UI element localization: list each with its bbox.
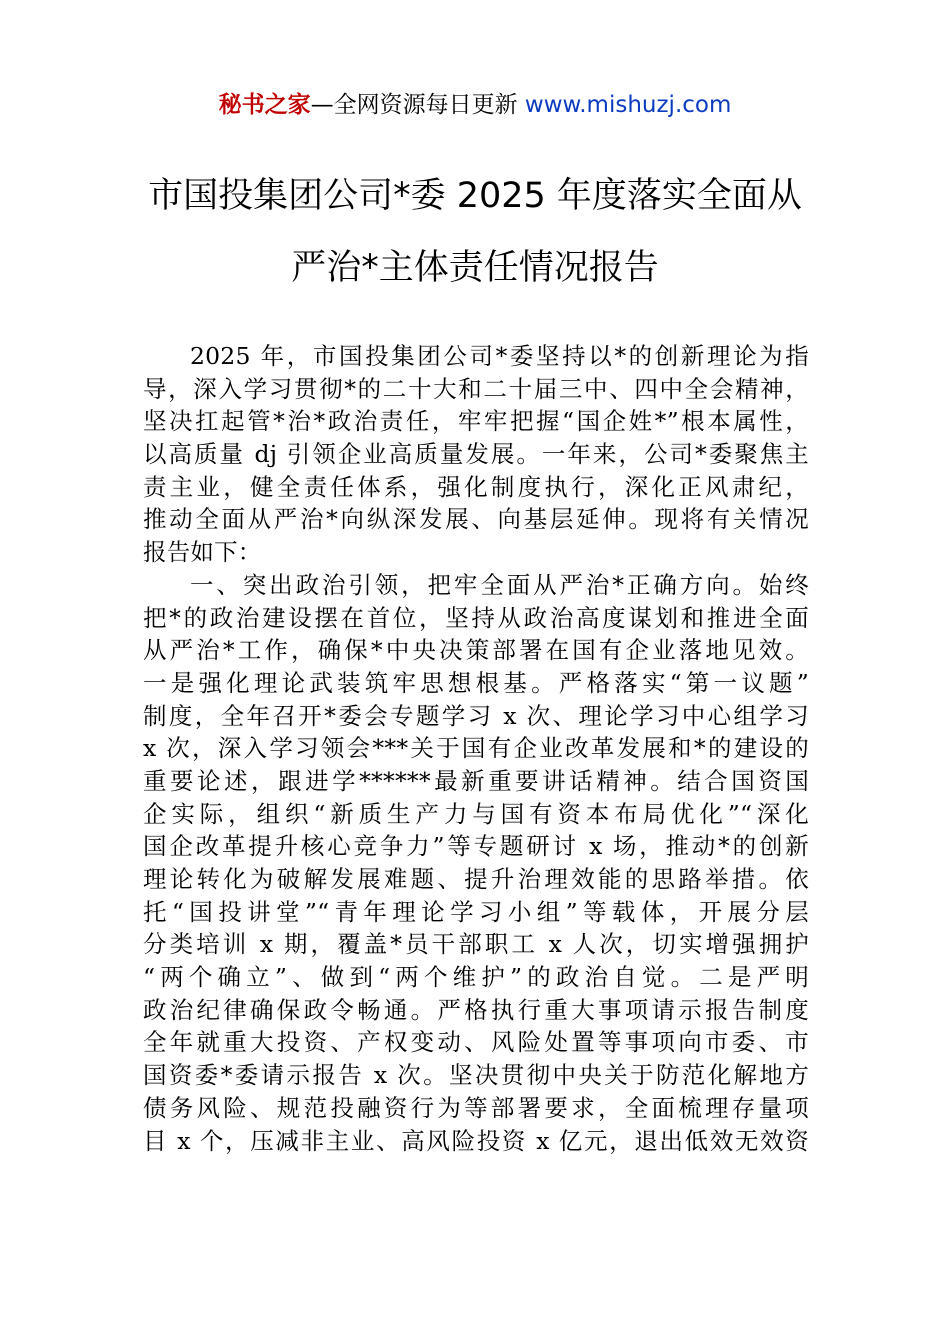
body-line: 全年就重大投资、产权变动、风险处置等事项向市委、市	[143, 1028, 809, 1057]
body-line: 债务风险、规范投融资行为等部署要求，全面梳理存量项	[143, 1093, 809, 1122]
body-line: 一是强化理论武装筑牢思想根基。严格落实“第一议题”	[143, 668, 809, 697]
body-line: 理论转化为破解发展难题、提升治理效能的思路举措。依	[143, 865, 809, 893]
body-line: 责主业，健全责任体系，强化制度执行，深化正风肃纪，	[143, 472, 809, 501]
site-header	[0, 88, 950, 122]
body-line: 政治纪律确保政令畅通。严格执行重大事项请示报告制度	[143, 995, 809, 1024]
document-title	[100, 160, 850, 304]
body-line: 制度，全年召开*委会专题学习 x 次、理论学习中心组学习	[143, 701, 809, 730]
document-body	[143, 340, 809, 1157]
body-line: 导，深入学习贯彻*的二十大和二十届三中、四中全会精神，	[143, 374, 809, 403]
body-line: “两个确立”、做到“两个维护”的政治自觉。二是严明	[143, 963, 809, 992]
body-line: 把*的政治建设摆在首位，坚持从政治高度谋划和推进全面	[143, 603, 809, 632]
body-line: 托“国投讲堂”“青年理论学习小组”等载体，开展分层	[143, 897, 809, 926]
body-line: 企实际，组织“新质生产力与国有资本布局优化”“深化	[143, 799, 809, 828]
site-tagline: —全网资源每日更新	[310, 92, 525, 118]
body-line: 坚决扛起管*治*政治责任，牢牢把握“国企姓*”根本属性，	[143, 407, 809, 436]
body-line: 2025 年，市国投集团公司*委坚持以*的创新理论为指	[190, 342, 809, 370]
body-line: 分类培训 x 期，覆盖*员干部职工 x 人次，切实增强拥护	[143, 930, 809, 959]
body-line: 重要论述，跟进学******最新重要讲话精神。结合国资国	[143, 766, 809, 795]
site-url-link[interactable]: www.mishuzj.com	[524, 92, 732, 118]
site-brand: 秘书之家	[218, 92, 311, 118]
title-line-1: 市国投集团公司*委 2025 年度落实全面从	[148, 176, 802, 216]
body-line: 推动全面从严治*向纵深发展、向基层延伸。现将有关情况	[143, 505, 809, 534]
body-line: 以高质量 dj 引领企业高质量发展。一年来，公司*委聚焦主	[143, 440, 809, 469]
body-line: 报告如下：	[143, 538, 262, 567]
body-line: 国资委*委请示报告 x 次。坚决贯彻中央关于防范化解地方	[143, 1061, 809, 1090]
body-line: x 次，深入学习领会***关于国有企业改革发展和*的建设的	[143, 734, 809, 763]
body-line: 目 x 个，压减非主业、高风险投资 x 亿元，退出低效无效资	[143, 1126, 809, 1155]
body-line: 从严治*工作，确保*中央决策部署在国有企业落地见效。	[143, 636, 809, 665]
body-line: 一、突出政治引领，把牢全面从严治*正确方向。始终	[190, 570, 809, 599]
body-line: 国企改革提升核心竞争力”等专题研讨 x 场，推动*的创新	[143, 832, 809, 861]
title-line-2: 严治*主体责任情况报告	[291, 248, 659, 288]
